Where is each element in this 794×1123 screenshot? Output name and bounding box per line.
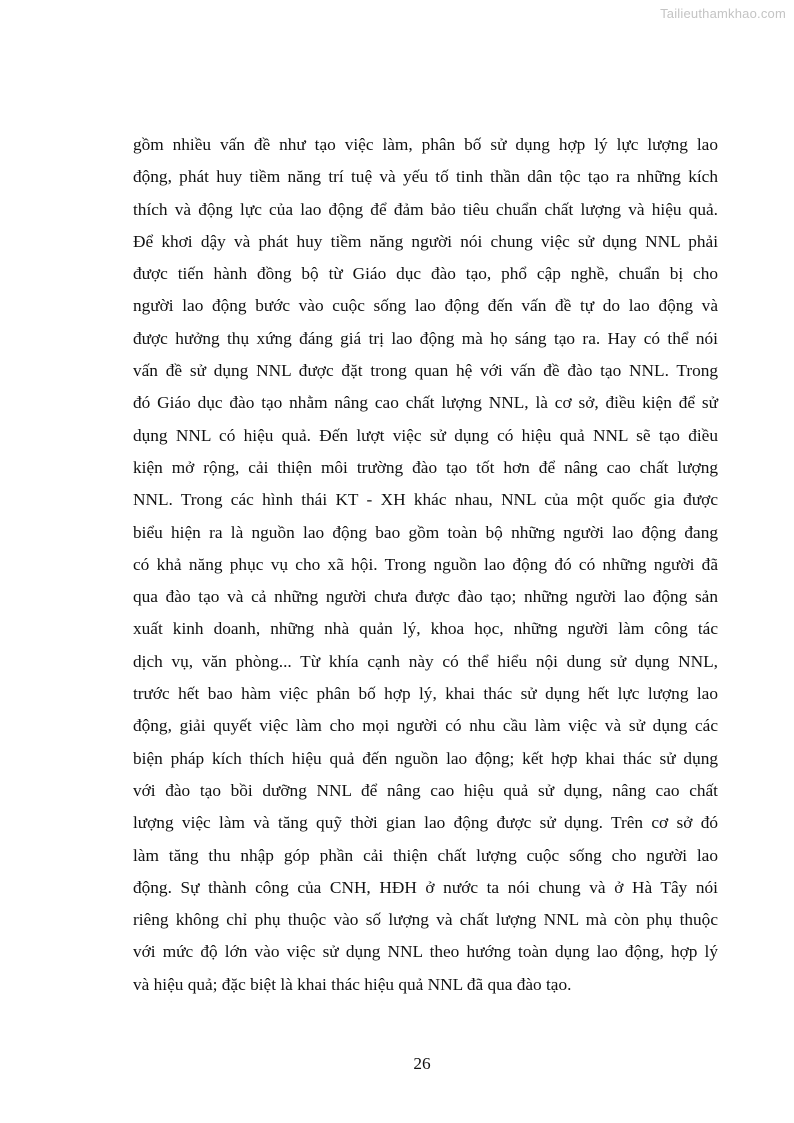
page-number: 26 bbox=[413, 1054, 431, 1073]
paragraph-line: dịch vụ, văn phòng... Từ khía cạnh này có thể hiểu nội dung sử dụng NNL, bbox=[133, 651, 718, 671]
paragraph-line: có khả năng phục vụ cho xã hội. Trong nguồn lao động đó có những người đã bbox=[133, 554, 718, 574]
paragraph-line: kiện mở rộng, cải thiện môi trường đào tạo tốt hơn để nâng cao chất lượng bbox=[133, 457, 718, 477]
paragraph-line: qua đào tạo và cả những người chưa được đào tạo; những người lao động sản bbox=[133, 587, 718, 607]
paragraph-line: và hiệu quả; đặc biệt là khai thác hiệu quả NNL đã qua đào tạo. bbox=[133, 974, 572, 994]
paragraph-line: với mức độ lớn vào việc sử dụng NNL theo hướng toàn dụng lao động, hợp lý bbox=[133, 942, 718, 962]
paragraph-line: gồm nhiều vấn đề như tạo việc làm, phân bố sử dụng hợp lý lực lượng lao bbox=[133, 135, 718, 154]
paragraph-line: đó Giáo dục đào tạo nhằm nâng cao chất lượng NNL, là cơ sở, điều kiện để sử bbox=[133, 393, 718, 413]
paragraph-line: được tiến hành đồng bộ từ Giáo dục đào tạo, phổ cập nghề, chuẩn bị cho bbox=[133, 264, 718, 284]
paragraph-line: thích và động lực của lao động để đảm bảo tiêu chuẩn chất lượng và hiệu quả. bbox=[133, 199, 718, 219]
paragraph-line: NNL. Trong các hình thái KT - XH khác nhau, NNL của một quốc gia được bbox=[133, 490, 718, 510]
paragraph-line: động, giải quyết việc làm cho mọi người có nhu cầu làm việc và sử dụng các bbox=[133, 716, 718, 736]
paragraph-line: riêng không chỉ phụ thuộc vào số lượng và chất lượng NNL mà còn phụ thuộc bbox=[133, 910, 718, 930]
paragraph-line: trước hết bao hàm việc phân bố hợp lý, khai thác sử dụng hết lực lượng lao bbox=[133, 684, 718, 704]
paragraph-line: biện pháp kích thích hiệu quả đến nguồn lao động; kết hợp khai thác sử dụng bbox=[133, 748, 718, 768]
paragraph-line: động. Sự thành công của CNH, HĐH ở nước ta nói chung và ở Hà Tây nói bbox=[133, 877, 718, 897]
paragraph-line: làm tăng thu nhập góp phần cải thiện chất lượng cuộc sống cho người lao bbox=[133, 845, 718, 865]
paragraph-line: biểu hiện ra là nguồn lao động bao gồm toàn bộ những người lao động đang bbox=[133, 522, 718, 542]
watermark-text: Tailieuthamkhao.com bbox=[660, 6, 786, 21]
paragraph-line: vấn đề sử dụng NNL được đặt trong quan hệ với vấn đề đào tạo NNL. Trong bbox=[133, 361, 718, 381]
paragraph-line: lượng việc làm và tăng quỹ thời gian lao động được sử dụng. Trên cơ sở đó bbox=[133, 813, 718, 833]
paragraph-line: xuất kinh doanh, những nhà quản lý, khoa học, những người làm công tác bbox=[133, 619, 718, 639]
paragraph-line: động, phát huy tiềm năng trí tuệ và yếu tố tinh thần dân tộc tạo ra những kích bbox=[133, 167, 718, 187]
paragraph-line: với đào tạo bồi dưỡng NNL để nâng cao hiệu quả sử dụng, nâng cao chất bbox=[133, 780, 718, 800]
paragraph-line: người lao động bước vào cuộc sống lao động đến vấn đề tự do lao động và bbox=[133, 296, 718, 316]
paragraph-line: Để khơi dậy và phát huy tiềm năng người nói chung việc sử dụng NNL phải bbox=[133, 231, 718, 251]
paragraph-line: dụng NNL có hiệu quả. Đến lượt việc sử dụng có hiệu quả NNL sẽ tạo điều bbox=[133, 425, 718, 445]
body-paragraph bbox=[133, 129, 718, 1001]
paragraph-line: được hưởng thụ xứng đáng giá trị lao động mà họ sáng tạo ra. Hay có thể nói bbox=[133, 328, 718, 348]
